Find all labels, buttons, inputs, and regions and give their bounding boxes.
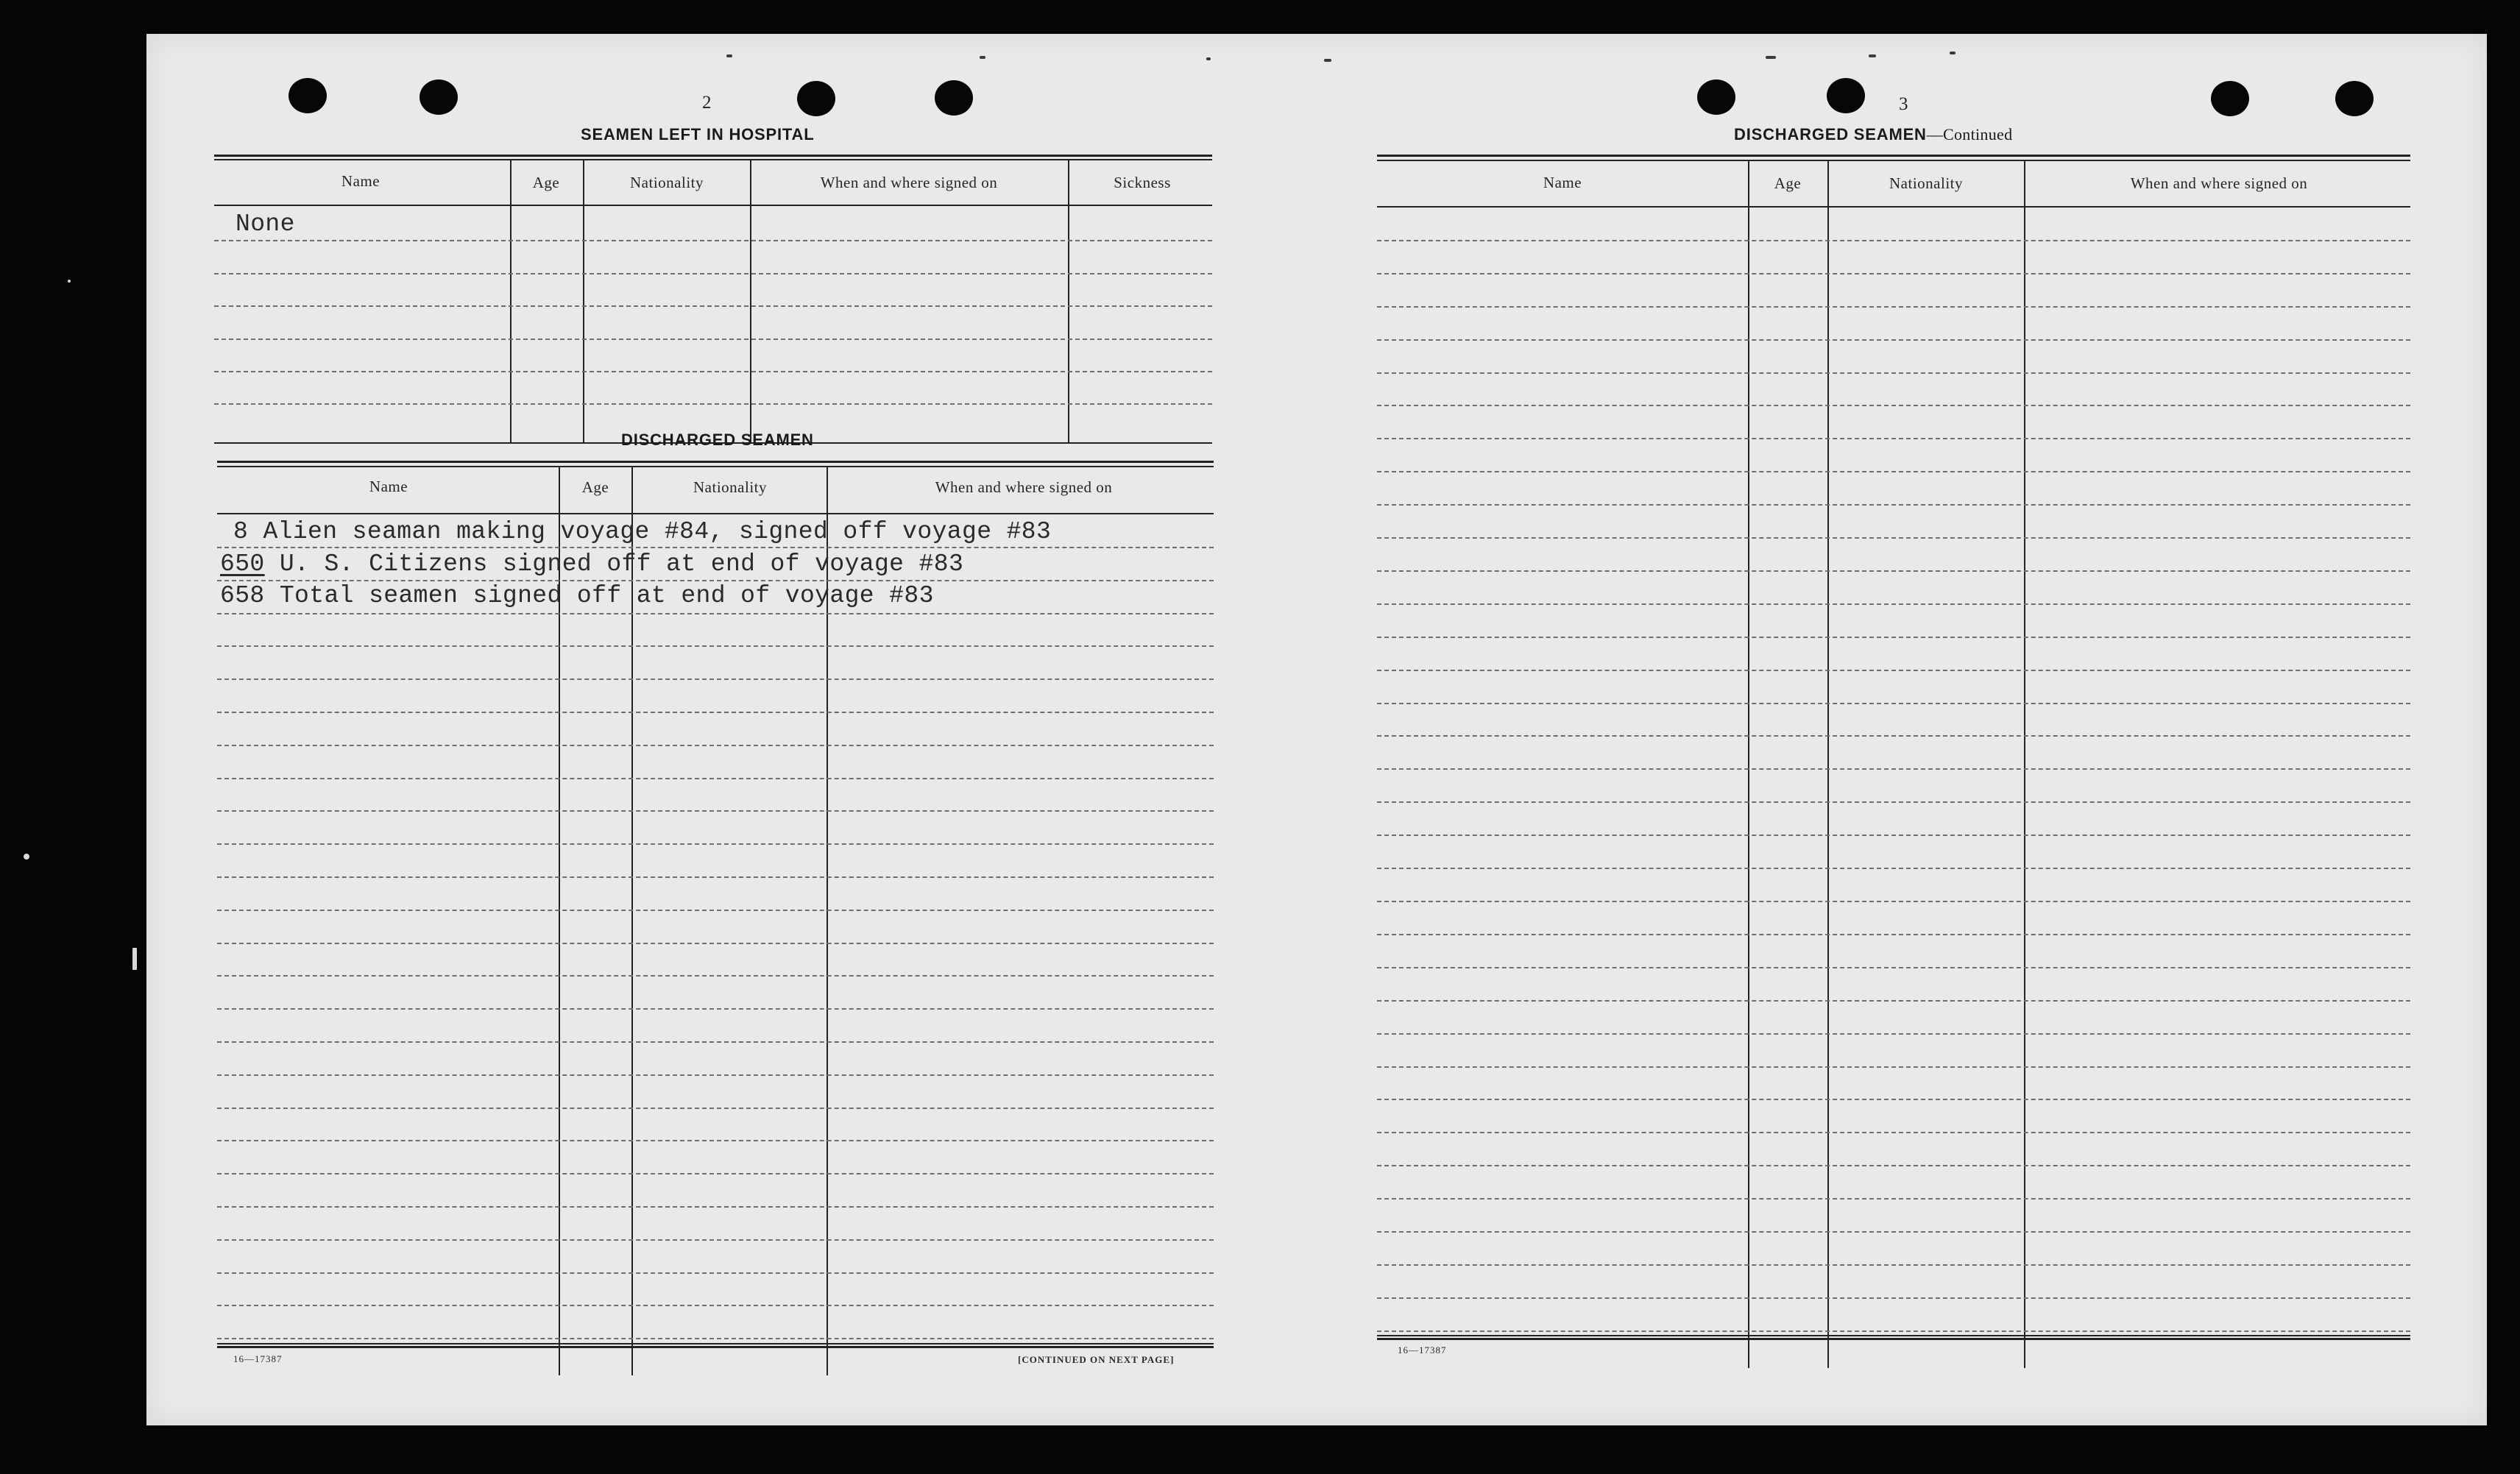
dust-speck bbox=[24, 854, 29, 860]
row-rule bbox=[1377, 801, 2410, 803]
row-rule bbox=[1377, 504, 2410, 506]
row-rule bbox=[1377, 438, 2410, 439]
row-rule bbox=[1377, 570, 2410, 572]
column-header-when-where: When and where signed on bbox=[820, 174, 998, 191]
column-header-sickness: Sickness bbox=[1114, 174, 1171, 191]
row-rule bbox=[1377, 273, 2410, 274]
column-divider bbox=[1748, 161, 1749, 1368]
page-number: 3 bbox=[1899, 94, 1908, 114]
row-rule bbox=[214, 240, 1212, 241]
row-rule bbox=[1377, 835, 2410, 836]
binder-hole bbox=[2335, 81, 2374, 116]
row-rule bbox=[1377, 1099, 2410, 1100]
row-rule bbox=[217, 1305, 1214, 1306]
column-divider bbox=[1827, 161, 1829, 1368]
row-rule bbox=[1377, 240, 2410, 241]
row-rule bbox=[217, 1074, 1214, 1076]
column-header-age: Age bbox=[581, 478, 609, 496]
table-top-rule bbox=[214, 155, 1212, 157]
binder-hole bbox=[1827, 78, 1865, 113]
row-rule bbox=[217, 1140, 1214, 1141]
scan-mark bbox=[980, 56, 985, 59]
row-rule bbox=[1377, 967, 2410, 968]
row-rule bbox=[1377, 901, 2410, 902]
table-bottom-rule bbox=[1377, 1335, 2410, 1336]
row-rule bbox=[1377, 934, 2410, 935]
row-rule bbox=[217, 843, 1214, 845]
scan-mark bbox=[1950, 52, 1956, 54]
column-divider bbox=[2024, 161, 2025, 1368]
row-rule bbox=[1377, 306, 2410, 308]
discharged-entry-3 bbox=[220, 582, 934, 609]
row-rule bbox=[1377, 1066, 2410, 1068]
row-rule bbox=[1377, 537, 2410, 539]
page-number: 2 bbox=[702, 93, 712, 113]
row-rule bbox=[1377, 670, 2410, 671]
row-rule bbox=[1377, 372, 2410, 374]
row-rule bbox=[217, 613, 1214, 614]
scan-mark bbox=[1766, 56, 1776, 59]
entry-count: 8 bbox=[233, 518, 249, 545]
header-rule bbox=[217, 513, 1214, 514]
entry-text: U. S. Citizens signed off at end of voyage #83 bbox=[279, 550, 964, 578]
entry-count: 658 bbox=[220, 582, 265, 609]
column-divider bbox=[1068, 160, 1069, 444]
table-bottom-rule bbox=[217, 1346, 1214, 1348]
row-rule bbox=[217, 645, 1214, 647]
header-rule bbox=[214, 205, 1212, 206]
title-suffix: —Continued bbox=[1926, 125, 2013, 143]
row-rule bbox=[217, 547, 1214, 548]
scan-mark bbox=[1324, 59, 1331, 62]
binder-hole bbox=[1697, 79, 1735, 115]
table-top-rule bbox=[1377, 155, 2410, 157]
column-header-nationality: Nationality bbox=[630, 174, 704, 191]
row-rule bbox=[217, 975, 1214, 977]
row-rule bbox=[217, 1206, 1214, 1208]
row-rule bbox=[1377, 405, 2410, 406]
form-number: 16—17387 bbox=[1398, 1344, 1447, 1356]
dust-speck bbox=[68, 280, 71, 283]
row-rule bbox=[214, 371, 1212, 372]
row-rule bbox=[1377, 1132, 2410, 1133]
scan-mark bbox=[726, 54, 732, 57]
row-rule bbox=[1377, 868, 2410, 869]
table-bottom-rule bbox=[1377, 1338, 2410, 1340]
row-rule bbox=[1377, 603, 2410, 605]
row-rule bbox=[217, 1272, 1214, 1274]
row-rule bbox=[214, 339, 1212, 340]
row-rule bbox=[1377, 471, 2410, 472]
binder-hole bbox=[2211, 81, 2249, 116]
column-header-when-where: When and where signed on bbox=[935, 478, 1113, 496]
row-rule bbox=[1377, 1198, 2410, 1200]
header-rule bbox=[1377, 206, 2410, 208]
row-rule bbox=[1377, 1297, 2410, 1299]
continued-note: [CONTINUED ON NEXT PAGE] bbox=[1018, 1354, 1175, 1365]
row-rule bbox=[217, 778, 1214, 779]
column-header-nationality: Nationality bbox=[1889, 174, 1963, 192]
hospital-section-title: SEAMEN LEFT IN HOSPITAL bbox=[581, 125, 815, 143]
row-rule bbox=[217, 745, 1214, 746]
scan-mark bbox=[1206, 57, 1211, 60]
row-rule bbox=[217, 810, 1214, 812]
discharged-entry-1 bbox=[233, 518, 1051, 545]
column-divider bbox=[510, 160, 512, 444]
column-header-name: Name bbox=[341, 172, 381, 190]
scan-mark bbox=[1869, 54, 1876, 57]
row-rule bbox=[214, 403, 1212, 405]
form-number: 16—17387 bbox=[233, 1353, 283, 1364]
row-rule bbox=[1377, 1331, 2410, 1332]
row-rule bbox=[1377, 735, 2410, 737]
table-top-rule bbox=[214, 159, 1212, 160]
discharged-continued-title bbox=[1734, 125, 2012, 144]
row-rule bbox=[1377, 1033, 2410, 1035]
column-header-name: Name bbox=[1543, 174, 1582, 191]
column-divider bbox=[750, 160, 751, 444]
table-top-rule bbox=[217, 466, 1214, 467]
row-rule bbox=[1377, 339, 2410, 341]
column-divider bbox=[583, 160, 584, 444]
row-rule bbox=[217, 678, 1214, 680]
row-rule bbox=[217, 1338, 1214, 1339]
row-rule bbox=[217, 1008, 1214, 1010]
row-rule bbox=[1377, 703, 2410, 704]
column-header-nationality: Nationality bbox=[693, 478, 767, 496]
column-header-age: Age bbox=[532, 174, 560, 191]
discharged-section-title: DISCHARGED SEAMEN bbox=[621, 430, 814, 449]
row-rule bbox=[217, 1173, 1214, 1174]
row-rule bbox=[217, 712, 1214, 713]
row-rule bbox=[1377, 1264, 2410, 1266]
row-rule bbox=[1377, 637, 2410, 638]
discharged-entry-2 bbox=[220, 550, 963, 578]
row-rule bbox=[1377, 1231, 2410, 1233]
row-rule bbox=[1377, 1000, 2410, 1002]
column-header-age: Age bbox=[1774, 174, 1802, 192]
hospital-entry-text: None bbox=[236, 210, 295, 238]
entry-text: Total seamen signed off at end of voyage #83 bbox=[279, 582, 934, 609]
binder-hole bbox=[289, 78, 327, 113]
row-rule bbox=[217, 1108, 1214, 1109]
dust-speck bbox=[132, 948, 137, 970]
binder-hole bbox=[420, 79, 458, 115]
row-rule bbox=[214, 305, 1212, 307]
row-rule bbox=[214, 273, 1212, 274]
row-rule bbox=[217, 943, 1214, 944]
binder-hole bbox=[797, 81, 835, 116]
table-top-rule bbox=[1377, 160, 2410, 161]
row-rule bbox=[1377, 1165, 2410, 1166]
table-bottom-rule bbox=[217, 1343, 1214, 1344]
row-rule bbox=[1377, 768, 2410, 770]
row-rule bbox=[217, 910, 1214, 911]
column-header-name: Name bbox=[369, 478, 408, 495]
row-rule bbox=[217, 1239, 1214, 1241]
entry-text: Alien seaman making voyage #84, signed off voyage #83 bbox=[263, 518, 1052, 545]
document-sheet bbox=[146, 34, 2487, 1425]
entry-count: 650 bbox=[220, 550, 265, 578]
binder-hole bbox=[935, 80, 973, 116]
title-main: DISCHARGED SEAMEN bbox=[1734, 125, 1927, 143]
row-rule bbox=[217, 1041, 1214, 1043]
row-rule bbox=[217, 580, 1214, 581]
column-header-when-where: When and where signed on bbox=[2130, 174, 2308, 192]
row-rule bbox=[217, 876, 1214, 878]
table-top-rule bbox=[217, 461, 1214, 463]
